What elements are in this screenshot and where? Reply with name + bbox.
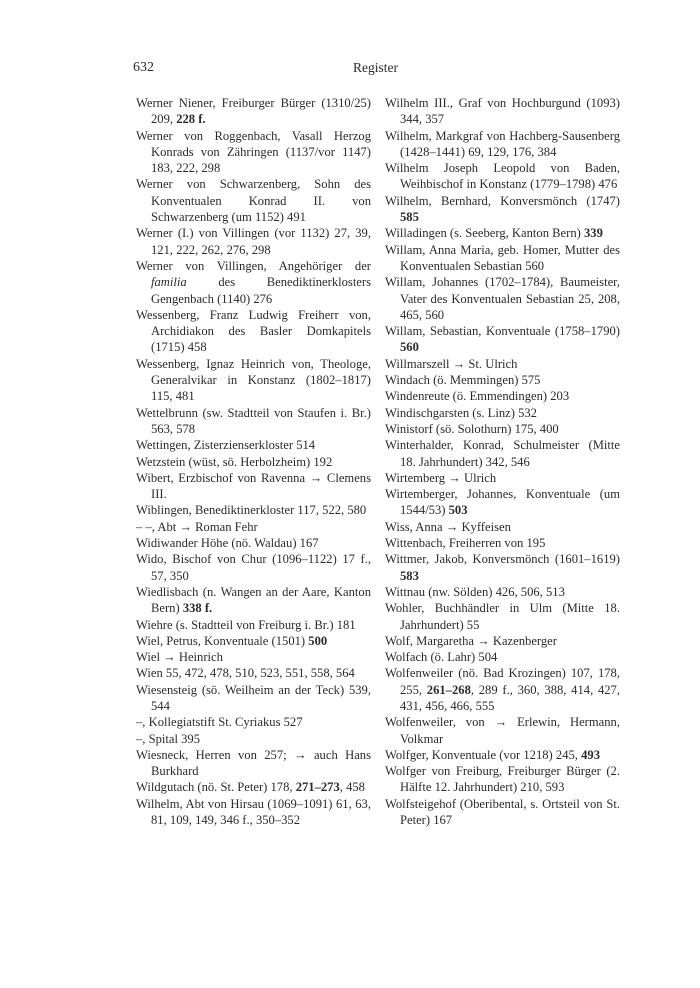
index-entry: Willam, Johannes (1702–1784), Baumeister, Vater des Konventualen Sebastian 25, 208, 465, 560 — [385, 275, 620, 322]
index-entry: Willam, Sebastian, Konventuale (1758–1790) 560 — [385, 324, 620, 355]
index-entry: Windenreute (ö. Emmendingen) 203 — [385, 389, 570, 404]
index-entry: Wolfger, Konventuale (vor 1218) 245, 493 — [385, 747, 600, 762]
index-entry: Wiel → Heinrich — [136, 650, 223, 665]
index-entry: Wiesneck, Herren von 257; → auch Hans Burkhard — [136, 747, 371, 779]
index-entry: Wilhelm, Abt von Hirsau (1069–1091) 61, 63, 81, 109, 149, 346 f., 350–352 — [136, 796, 371, 828]
index-entry: Widiwander Höhe (nö. Waldau) 167 — [136, 536, 319, 551]
index-entry: Winistorf (sö. Solothurn) 175, 400 — [385, 421, 559, 436]
index-column-right — [385, 95, 620, 828]
index-entry: Wetzstein (wüst, sö. Herbolzheim) 192 — [136, 454, 333, 469]
index-entry: Windach (ö. Memmingen) 575 — [385, 373, 541, 388]
index-entry: Wirtemberger, Johannes, Konventuale (um 1544/53) 503 — [385, 487, 620, 518]
index-entry: Werner Niener, Freiburger Bürger (1310/25) 209, 228 f. — [136, 96, 371, 127]
index-entry: Wessenberg, Ignaz Heinrich von, Theologe, Generalvikar in Konstanz (1802–1817) 115, 481 — [136, 356, 371, 404]
index-entry: Wolfenweiler (nö. Bad Krozingen) 107, 178, 255, 261–268, 289 f., 360, 388, 414, 427, 431, 456, 466, 555 — [385, 666, 620, 713]
index-entry: Wolf, Margaretha → Kazenberger — [385, 633, 557, 648]
index-entry: Wilhelm, Bernhard, Konversmönch (1747) 585 — [385, 193, 620, 225]
index-entry: Wittnau (nw. Sölden) 426, 506, 513 — [385, 584, 565, 599]
index-entry: Wittenbach, Freiherren von 195 — [385, 536, 546, 551]
page-header — [133, 60, 618, 80]
running-title: Register — [353, 60, 398, 75]
index-entry: Willadingen (s. Seeberg, Kanton Bern) 339 — [385, 226, 603, 241]
index-entry: Wilhelm Joseph Leopold von Baden, Weihbischof in Konstanz (1779–1798) 476 — [385, 161, 620, 192]
index-entry: Wittmer, Jakob, Konversmönch (1601–1619) 583 — [385, 552, 620, 583]
index-entry: Wettelbrunn (sw. Stadtteil von Staufen i. Br.) 563, 578 — [136, 405, 371, 436]
index-entry: Wilhelm, Markgraf von Hachberg-Sausenberg (1428–1441) 69, 129, 176, 384 — [385, 128, 620, 159]
index-entry: Wettingen, Zisterzienserkloster 514 — [136, 438, 316, 453]
index-entry: Wildgutach (nö. St. Peter) 178, 271–273, 458 — [136, 780, 365, 795]
index-entry: Windischgarsten (s. Linz) 532 — [385, 405, 537, 420]
index-column-left — [136, 95, 371, 828]
index-entry: Wohler, Buchhändler in Ulm (Mitte 18. Jahrhundert) 55 — [385, 601, 620, 632]
index-entry: Willmarszell → St. Ulrich — [385, 356, 518, 371]
index-entry: Wiss, Anna → Kyffeisen — [385, 519, 511, 534]
index-entry: Wiel, Petrus, Konventuale (1501) 500 — [136, 633, 328, 648]
index-entry: Wiedlisbach (n. Wangen an der Aare, Kanton Bern) 338 f. — [136, 584, 371, 616]
index-entry: Werner von Roggenbach, Vasall Herzog Konrads von Zähringen (1137/vor 1147) 183, 222, 298 — [136, 128, 371, 176]
index-entry: – –, Abt → Roman Fehr — [136, 519, 258, 534]
index-entry: Wolfach (ö. Lahr) 504 — [385, 650, 498, 665]
index-entry: Wolfenweiler, von → Erlewin, Hermann, Volkmar — [385, 715, 620, 746]
index-entry: Werner von Villingen, Angehöriger der familia des Benediktinerklosters Gengenbach (1140) 276 — [136, 258, 371, 306]
index-entry: Werner (I.) von Villingen (vor 1132) 27, 39, 121, 222, 262, 276, 298 — [136, 226, 371, 257]
index-entry: Wibert, Erzbischof von Ravenna → Clemens III. — [136, 470, 371, 502]
index-entry: Wiblingen, Benediktinerkloster 117, 522, 580 — [136, 503, 367, 518]
page-number: 632 — [133, 60, 154, 75]
index-entry: Wolfsteigehof (Oberibental, s. Ortsteil von St. Peter) 167 — [385, 796, 620, 828]
index-entry: Wiesensteig (sö. Weilheim an der Teck) 539, 544 — [136, 682, 371, 713]
index-entry: Wido, Bischof von Chur (1096–1122) 17 f., 57, 350 — [136, 552, 371, 583]
index-entry: Wolfger von Freiburg, Freiburger Bürger (2. Hälfte 12. Jahrhundert) 210, 593 — [385, 764, 620, 795]
index-entry: Winterhalder, Konrad, Schulmeister (Mitte 18. Jahrhundert) 342, 546 — [385, 438, 620, 469]
index-entry: Wirtemberg → Ulrich — [385, 470, 497, 485]
index-entry: Wilhelm III., Graf von Hochburgund (1093) 344, 357 — [385, 96, 620, 127]
index-entry: Wessenberg, Franz Ludwig Freiherr von, Archidiakon des Basler Domkapitels (1715) 458 — [136, 307, 371, 355]
index-entry: –, Spital 395 — [136, 731, 201, 746]
index-entry: Wien 55, 472, 478, 510, 523, 551, 558, 564 — [136, 666, 355, 681]
index-entry: –, Kollegiatstift St. Cyriakus 527 — [136, 715, 303, 730]
index-entry: Wiehre (s. Stadtteil von Freiburg i. Br.) 181 — [136, 617, 356, 632]
index-entry: Werner von Schwarzenberg, Sohn des Konventualen Konrad II. von Schwarzenberg (um 1152) 491 — [136, 177, 371, 225]
index-entry: Willam, Anna Maria, geb. Homer, Mutter des Konventualen Sebastian 560 — [385, 242, 620, 273]
